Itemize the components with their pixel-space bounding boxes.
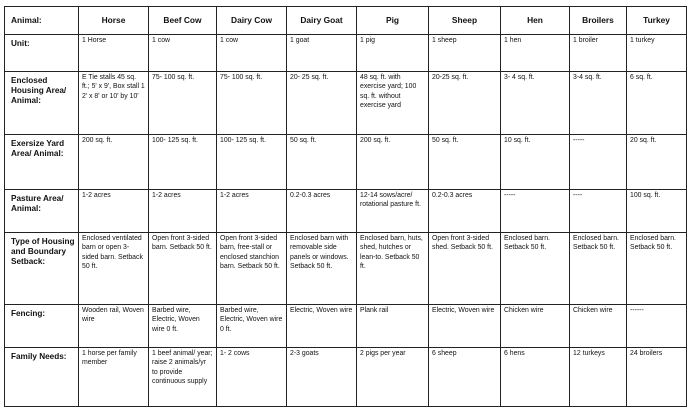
table-cell: ----	[570, 190, 627, 233]
table-cell: 3- 4 sq. ft.	[501, 72, 570, 135]
table-cell: 6 sheep	[429, 348, 501, 407]
table-cell: 6 hens	[501, 348, 570, 407]
table-row	[5, 135, 687, 190]
table-cell: 2 pigs per year	[357, 348, 429, 407]
table-cell: 1 Horse	[79, 35, 149, 72]
table-cell: 200 sq. ft.	[79, 135, 149, 190]
table-cell: 48 sq. ft. with exercise yard; 100 sq. ft. without exercise yard	[357, 72, 429, 135]
table-cell: 100 sq. ft.	[627, 190, 687, 233]
table-cell: Enclosed barn, huts, shed, hutches or lean-to. Setback 50 ft.	[357, 233, 429, 305]
column-header: Sheep	[429, 7, 501, 35]
table-cell: 0.2-0.3 acres	[429, 190, 501, 233]
table-cell: 1 horse per family member	[79, 348, 149, 407]
column-header: Dairy Cow	[217, 7, 287, 35]
table-cell: Enclosed barn. Setback 50 ft.	[570, 233, 627, 305]
table-cell: 1 hen	[501, 35, 570, 72]
table-cell: Plank rail	[357, 305, 429, 348]
column-header: Horse	[79, 7, 149, 35]
table-cell: 24 broilers	[627, 348, 687, 407]
row-header: Pasture Area/ Animal:	[5, 190, 79, 233]
table-cell: 2-3 goats	[287, 348, 357, 407]
column-header: Animal:	[5, 7, 79, 35]
table-cell: 75- 100 sq. ft.	[149, 72, 217, 135]
table-cell: Enclosed barn. Setback 50 ft.	[501, 233, 570, 305]
row-header: Unit:	[5, 35, 79, 72]
row-header: Type of Housing and Boundary Setback:	[5, 233, 79, 305]
table-cell: 1 sheep	[429, 35, 501, 72]
table-cell: 50 sq. ft.	[429, 135, 501, 190]
table-cell: 100- 125 sq. ft.	[217, 135, 287, 190]
table-cell: Chicken wire	[570, 305, 627, 348]
table-cell: Electric, Woven wire	[429, 305, 501, 348]
row-header: Family Needs:	[5, 348, 79, 407]
table-row	[5, 35, 687, 72]
livestock-space-requirements-table	[4, 6, 687, 407]
table-row	[5, 72, 687, 135]
table-cell: Chicken wire	[501, 305, 570, 348]
table-cell: Enclosed barn. Setback 50 ft.	[627, 233, 687, 305]
row-header: Enclosed Housing Area/ Animal:	[5, 72, 79, 135]
table-cell: Open front 3-sided shed. Setback 50 ft.	[429, 233, 501, 305]
table-cell: 12-14 sows/acre/ rotational pasture ft.	[357, 190, 429, 233]
table-cell: 1 broiler	[570, 35, 627, 72]
table-row	[5, 233, 687, 305]
table-cell: 10 sq. ft.	[501, 135, 570, 190]
table-cell: 1 turkey	[627, 35, 687, 72]
table-cell: 1 cow	[149, 35, 217, 72]
table-cell: 1 beef animal/ year; raise 2 animals/yr to provide continuous supply	[149, 348, 217, 407]
column-header: Pig	[357, 7, 429, 35]
table-cell: ------	[627, 305, 687, 348]
table-cell: 0.2-0.3 acres	[287, 190, 357, 233]
header-row	[5, 7, 687, 35]
table-cell: 20 sq. ft.	[627, 135, 687, 190]
column-header: Broilers	[570, 7, 627, 35]
table-cell: 6 sq. ft.	[627, 72, 687, 135]
table-cell: 100- 125 sq. ft.	[149, 135, 217, 190]
table-cell: Open front 3-sided barn. Setback 50 ft.	[149, 233, 217, 305]
table-cell: Open front 3-sided barn, free-stall or enclosed stanchion barn. Setback 50 ft.	[217, 233, 287, 305]
table-cell: 50 sq. ft.	[287, 135, 357, 190]
table-cell: Electric, Woven wire	[287, 305, 357, 348]
table-cell: Wooden rail, Woven wire	[79, 305, 149, 348]
table-cell: -----	[501, 190, 570, 233]
table-cell: -----	[570, 135, 627, 190]
table-cell: Enclosed barn with removable side panels or windows. Setback 50 ft.	[287, 233, 357, 305]
table-row	[5, 348, 687, 407]
row-header: Exersize Yard Area/ Animal:	[5, 135, 79, 190]
table-cell: 1-2 acres	[217, 190, 287, 233]
table-cell: 1- 2 cows	[217, 348, 287, 407]
table-cell: 20-25 sq. ft.	[429, 72, 501, 135]
table-row	[5, 305, 687, 348]
table-cell: 3-4 sq. ft.	[570, 72, 627, 135]
column-header: Dairy Goat	[287, 7, 357, 35]
row-header: Fencing:	[5, 305, 79, 348]
table-cell: 1 goat	[287, 35, 357, 72]
column-header: Turkey	[627, 7, 687, 35]
table-cell: 20- 25 sq. ft.	[287, 72, 357, 135]
table-cell: Enclosed ventilated barn or open 3-sided barn. Setback 50 ft.	[79, 233, 149, 305]
table-cell: 200 sq. ft.	[357, 135, 429, 190]
column-header: Hen	[501, 7, 570, 35]
table-cell: Barbed wire, Electric, Woven wire 0 ft.	[149, 305, 217, 348]
table-row	[5, 190, 687, 233]
table-cell: Barbed wire, Electric, Woven wire 0 ft.	[217, 305, 287, 348]
table-cell: 1 cow	[217, 35, 287, 72]
table-cell: E Tie stalls 45 sq. ft.; 5' x 9', Box stall 1 2' x 8' or 10' by 10'	[79, 72, 149, 135]
table-cell: 1 pig	[357, 35, 429, 72]
column-header: Beef Cow	[149, 7, 217, 35]
table-cell: 1-2 acres	[79, 190, 149, 233]
table-cell: 1-2 acres	[149, 190, 217, 233]
table-cell: 12 turkeys	[570, 348, 627, 407]
table-cell: 75- 100 sq. ft.	[217, 72, 287, 135]
